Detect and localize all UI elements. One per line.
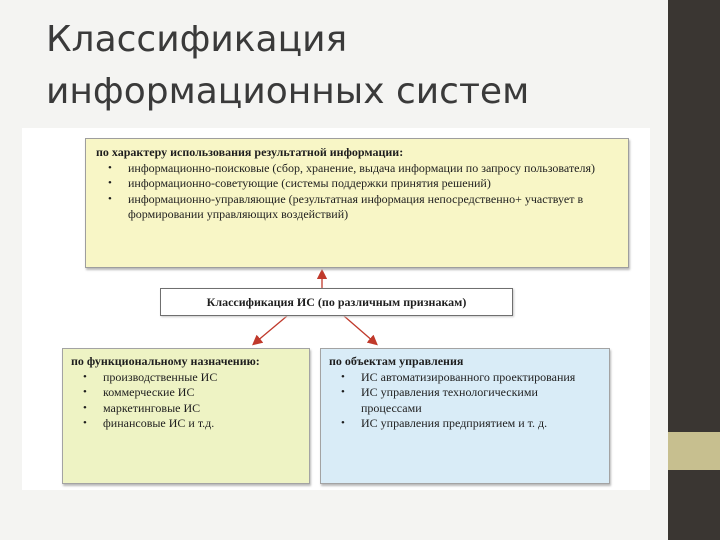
list-item <box>96 176 618 192</box>
list-item-text: информационно-советующие (системы поддержки принятия решений) <box>128 176 491 190</box>
list-item <box>71 385 301 401</box>
title-line-2: информационных систем <box>46 71 530 112</box>
bullet-icon: • <box>108 192 112 205</box>
bullet-icon: • <box>83 417 87 429</box>
left-box-heading: по функциональному назначению: <box>71 354 260 368</box>
list-item-text: информационно-управляющие (результатная информация непосредственно+ участвует в формировании управляющих воздействий) <box>128 191 584 221</box>
list-item <box>71 370 301 386</box>
bullet-icon: • <box>83 401 87 414</box>
top-box-heading: по характеру использования результатной информации: <box>96 145 404 159</box>
left-classification-box <box>62 348 310 484</box>
list-item-text: информационно-поисковые (сбор, хранение, выдача информации по запросу пользователя) <box>128 160 596 175</box>
list-item <box>96 192 618 223</box>
list-item <box>329 385 601 416</box>
top-box-list <box>96 161 618 223</box>
slide-title <box>46 14 646 118</box>
list-item-text: производственные ИС <box>103 369 218 384</box>
list-item-text: ИС автоматизированного проектирования <box>361 369 576 384</box>
arrow-to-right-box <box>344 316 374 342</box>
bullet-icon: • <box>108 161 112 174</box>
right-box-heading: по объектам управления <box>329 354 464 368</box>
bullet-icon: • <box>83 386 87 398</box>
bullet-icon: • <box>341 370 345 383</box>
left-box-list <box>71 370 301 432</box>
side-accent <box>668 432 720 470</box>
list-item-text: ИС управления технологическими процессами <box>361 385 538 415</box>
list-item-text: коммерческие ИС <box>103 385 195 399</box>
title-line-1: Классификация <box>46 19 348 60</box>
right-classification-box <box>320 348 610 484</box>
bullet-icon: • <box>341 386 345 398</box>
bullet-icon: • <box>341 417 345 429</box>
list-item-text: финансовые ИС и т.д. <box>103 416 215 430</box>
list-item <box>329 370 601 386</box>
list-item-text: маркетинговые ИС <box>103 400 201 415</box>
list-item <box>71 416 301 432</box>
arrow-to-left-box <box>256 316 287 342</box>
bullet-icon: • <box>108 177 112 189</box>
top-classification-box <box>85 138 629 268</box>
right-box-list <box>329 370 601 432</box>
list-item <box>329 416 601 432</box>
list-item <box>71 401 301 417</box>
center-classification-box: Классификация ИС (по различным признакам) <box>160 288 513 316</box>
classification-diagram <box>22 128 650 490</box>
list-item <box>96 161 618 177</box>
list-item-text: ИС управления предприятием и т. д. <box>361 416 548 430</box>
bullet-icon: • <box>83 370 87 383</box>
